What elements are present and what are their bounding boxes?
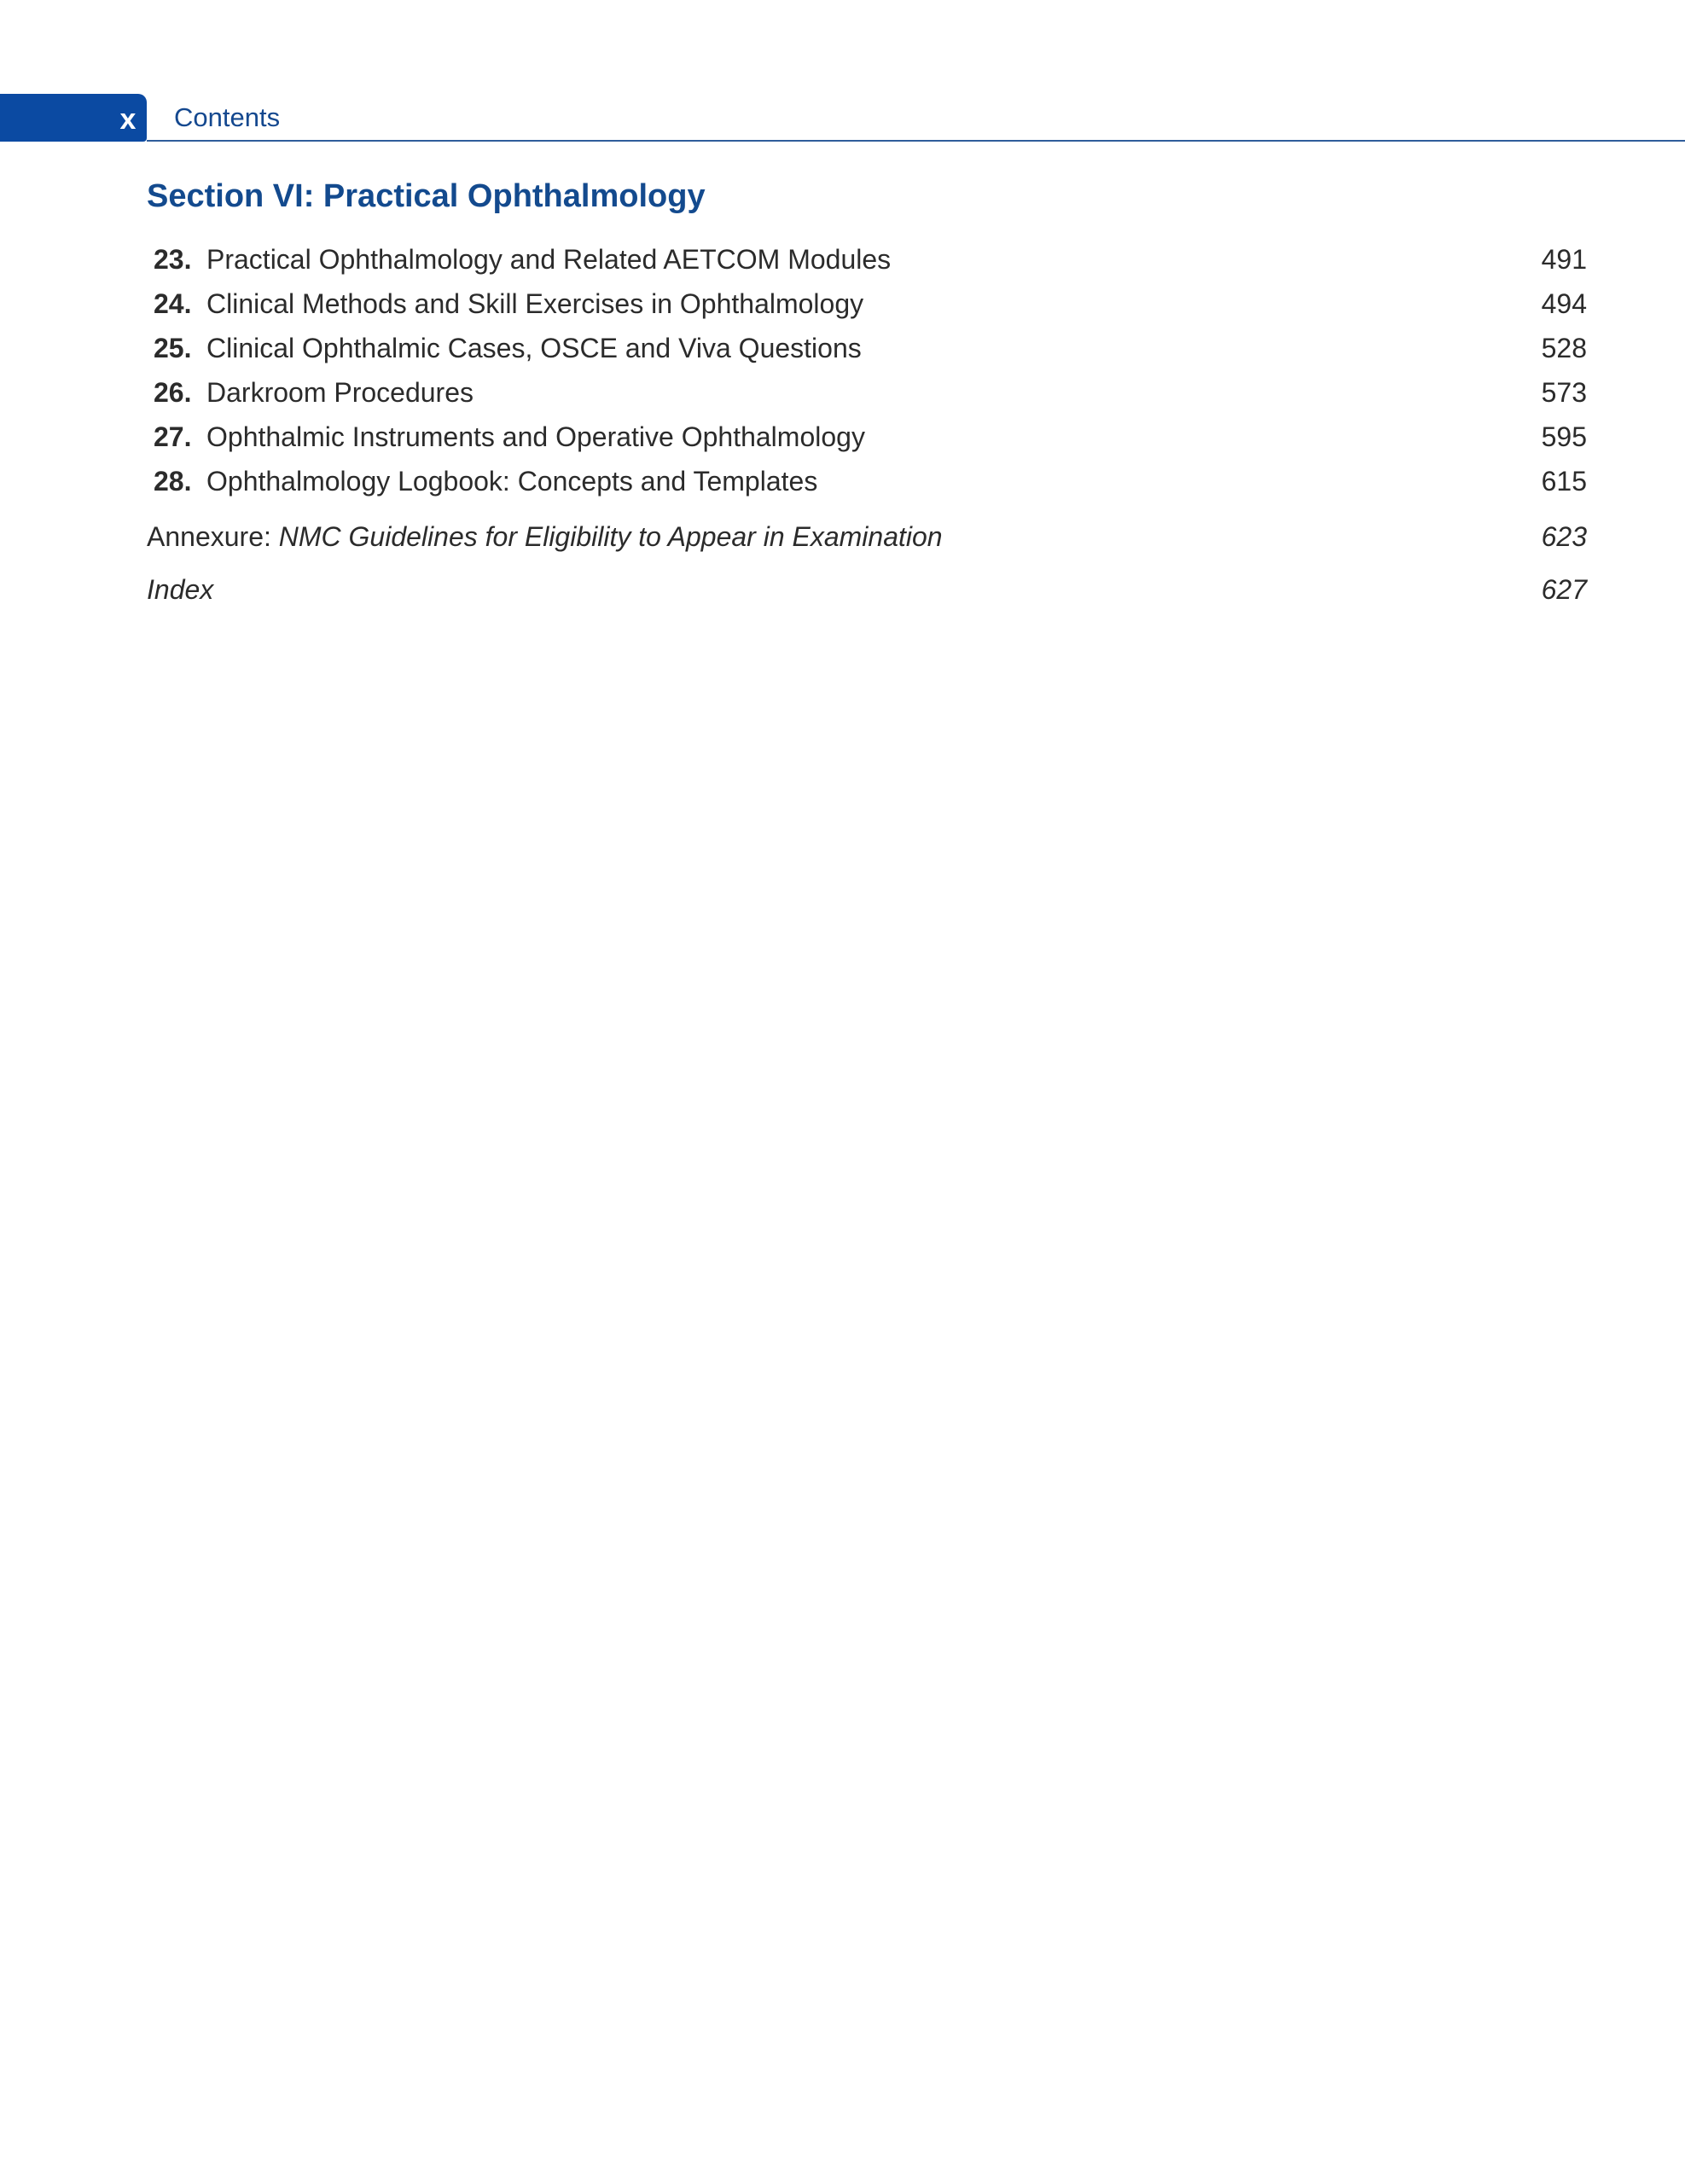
chapter-title: Clinical Ophthalmic Cases, OSCE and Viva Questions (206, 333, 862, 363)
chapter-page: 494 (1541, 288, 1587, 319)
toc-entry[interactable] (147, 415, 1587, 459)
table-of-contents (147, 237, 1587, 616)
chapter-number: 26. (154, 377, 192, 408)
section-title: Section VI: Practical Ophthalmology (147, 178, 706, 214)
chapter-page: 595 (1541, 421, 1587, 452)
running-title: Contents (174, 102, 281, 132)
chapter-number: 25. (154, 333, 192, 363)
annexure-title: NMC Guidelines for Eligibility to Appear in Examination (278, 521, 943, 552)
toc-index-entry[interactable] (147, 563, 1587, 616)
chapter-title: Ophthalmology Logbook: Concepts and Templates (206, 466, 818, 497)
chapter-page: 573 (1541, 377, 1587, 408)
chapter-number: 27. (154, 421, 192, 452)
chapter-number: 24. (154, 288, 192, 319)
chapter-page: 528 (1541, 333, 1587, 363)
annexure-label (147, 510, 943, 563)
toc-entry[interactable] (147, 459, 1587, 503)
chapter-title: Clinical Methods and Skill Exercises in Ophthalmology (206, 288, 864, 319)
page-number: x (119, 103, 137, 136)
toc-entry[interactable] (147, 282, 1587, 326)
toc-annexure-entry[interactable] (147, 510, 1587, 563)
toc-entry[interactable] (147, 370, 1587, 415)
annexure-prefix: Annexure: (147, 521, 279, 552)
header-divider (147, 140, 1685, 142)
toc-entry[interactable] (147, 326, 1587, 370)
toc-entry[interactable] (147, 237, 1587, 282)
chapter-number: 23. (154, 244, 192, 275)
index-page: 627 (1541, 574, 1587, 605)
chapter-title: Ophthalmic Instruments and Operative Ophthalmology (206, 421, 865, 452)
chapter-title: Darkroom Procedures (206, 377, 474, 408)
chapter-page: 615 (1541, 466, 1587, 497)
chapter-number: 28. (154, 466, 192, 497)
chapter-page: 491 (1541, 244, 1587, 275)
annexure-page: 623 (1541, 521, 1587, 552)
chapter-title: Practical Ophthalmology and Related AETCOM Modules (206, 244, 892, 275)
index-label: Index (147, 574, 214, 605)
